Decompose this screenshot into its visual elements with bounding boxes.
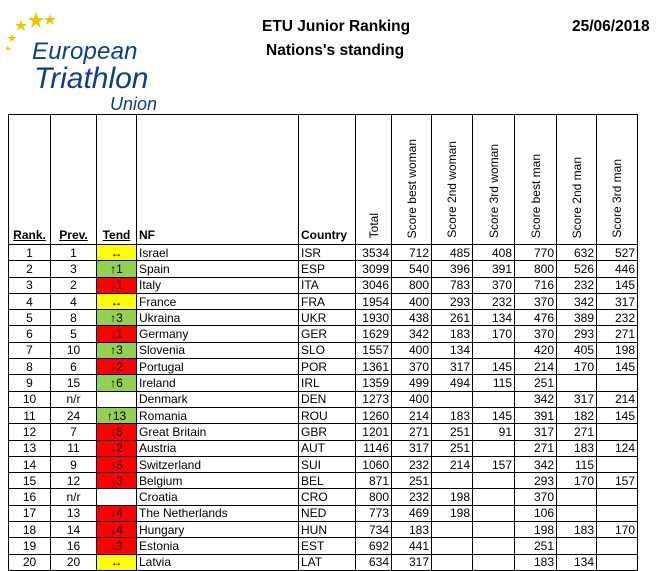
prev-cell: 2 xyxy=(51,277,97,293)
table-row xyxy=(9,375,638,391)
country-code: CRO xyxy=(299,489,356,505)
col-header-country: Country xyxy=(299,115,356,245)
table-row xyxy=(9,261,638,277)
total-score: 634 xyxy=(356,554,392,570)
rank-cell: 14 xyxy=(9,456,51,472)
prev-cell: n/r xyxy=(51,489,97,505)
total-score: 871 xyxy=(356,473,392,489)
country-code: IRL xyxy=(299,375,356,391)
score-2nd-man xyxy=(557,489,597,505)
score-2nd-woman: 183 xyxy=(432,407,473,423)
score-3rd-man xyxy=(597,489,638,505)
col-header-nf: NF xyxy=(137,115,299,245)
score-best-man: 476 xyxy=(515,310,557,326)
country-code: FRA xyxy=(299,293,356,309)
total-score: 1361 xyxy=(356,359,392,375)
score-best-man: 370 xyxy=(515,293,557,309)
score-3rd-woman xyxy=(473,342,515,358)
score-3rd-man xyxy=(597,424,638,440)
score-best-man: 251 xyxy=(515,375,557,391)
score-3rd-woman: 408 xyxy=(473,245,515,261)
score-2nd-woman: 198 xyxy=(432,505,473,521)
rank-cell: 7 xyxy=(9,342,51,358)
tend-cell: ↓2 xyxy=(97,359,137,375)
score-2nd-woman: 317 xyxy=(432,359,473,375)
score-best-man: 198 xyxy=(515,522,557,538)
total-score: 1954 xyxy=(356,293,392,309)
country-code: HUN xyxy=(299,522,356,538)
tend-cell: ↔ xyxy=(97,293,137,309)
nation-name: Israel xyxy=(137,245,299,261)
score-2nd-man: 182 xyxy=(557,407,597,423)
col-header-best-man: Score best man xyxy=(515,115,557,245)
score-2nd-woman: 396 xyxy=(432,261,473,277)
score-best-woman: 251 xyxy=(392,473,432,489)
table-row xyxy=(9,245,638,261)
rank-cell: 3 xyxy=(9,277,51,293)
score-best-woman: 342 xyxy=(392,326,432,342)
score-3rd-man xyxy=(597,538,638,554)
score-3rd-man: 317 xyxy=(597,293,638,309)
nation-name: Italy xyxy=(137,277,299,293)
score-3rd-man: 271 xyxy=(597,326,638,342)
table-row xyxy=(9,359,638,375)
tend-cell: ↓3 xyxy=(97,473,137,489)
score-3rd-woman: 232 xyxy=(473,293,515,309)
score-3rd-woman: 391 xyxy=(473,261,515,277)
rank-cell: 20 xyxy=(9,554,51,570)
col-header-2nd-man: Score 2nd man xyxy=(557,115,597,245)
rank-cell: 12 xyxy=(9,424,51,440)
score-2nd-man: 183 xyxy=(557,440,597,456)
tend-cell xyxy=(97,489,137,505)
score-best-woman: 271 xyxy=(392,424,432,440)
score-3rd-woman: 134 xyxy=(473,310,515,326)
logo-line-union: Union xyxy=(110,94,158,114)
rank-cell: 2 xyxy=(9,261,51,277)
tend-cell: ↑3 xyxy=(97,310,137,326)
total-score: 3046 xyxy=(356,277,392,293)
prev-cell: 16 xyxy=(51,538,97,554)
rank-cell: 10 xyxy=(9,391,51,407)
country-code: ITA xyxy=(299,277,356,293)
score-2nd-woman xyxy=(432,554,473,570)
tend-cell: ↓5 xyxy=(97,456,137,472)
nation-name: The Netherlands xyxy=(137,505,299,521)
country-code: EST xyxy=(299,538,356,554)
score-3rd-man xyxy=(597,505,638,521)
col-header-3rd-man: Score 3rd man xyxy=(597,115,638,245)
score-best-woman: 499 xyxy=(392,375,432,391)
score-3rd-man: 198 xyxy=(597,342,638,358)
prev-cell: 13 xyxy=(51,505,97,521)
table-row xyxy=(9,277,638,293)
score-3rd-woman xyxy=(473,522,515,538)
score-2nd-woman xyxy=(432,522,473,538)
score-best-man: 183 xyxy=(515,554,557,570)
country-code: ISR xyxy=(299,245,356,261)
score-best-man: 251 xyxy=(515,538,557,554)
col-header-3rd-woman: Score 3rd woman xyxy=(473,115,515,245)
country-code: GBR xyxy=(299,424,356,440)
prev-cell: 3 xyxy=(51,261,97,277)
score-best-man: 420 xyxy=(515,342,557,358)
score-3rd-man xyxy=(597,456,638,472)
nation-name: Belgium xyxy=(137,473,299,489)
col-header-tend: Tend xyxy=(97,115,137,245)
score-2nd-man: 405 xyxy=(557,342,597,358)
nation-name: Latvia xyxy=(137,554,299,570)
country-code: ESP xyxy=(299,261,356,277)
rank-cell: 15 xyxy=(9,473,51,489)
table-row xyxy=(9,489,638,505)
nation-name: Hungary xyxy=(137,522,299,538)
nation-name: Slovenia xyxy=(137,342,299,358)
score-best-woman: 232 xyxy=(392,489,432,505)
prev-cell: 24 xyxy=(51,407,97,423)
score-best-man: 317 xyxy=(515,424,557,440)
score-2nd-man: 170 xyxy=(557,473,597,489)
score-best-woman: 317 xyxy=(392,440,432,456)
logo-line-european: European xyxy=(32,38,138,65)
tend-cell: ↑3 xyxy=(97,342,137,358)
score-2nd-man: 170 xyxy=(557,359,597,375)
score-3rd-woman: 145 xyxy=(473,407,515,423)
col-header-prev: Prev. xyxy=(51,115,97,245)
total-score: 1359 xyxy=(356,375,392,391)
tend-cell: ↓2 xyxy=(97,440,137,456)
table-row xyxy=(9,456,638,472)
score-best-man: 342 xyxy=(515,456,557,472)
nation-name: Ukraina xyxy=(137,310,299,326)
score-3rd-woman xyxy=(473,538,515,554)
nation-name: Switzerland xyxy=(137,456,299,472)
score-2nd-woman: 261 xyxy=(432,310,473,326)
score-3rd-man xyxy=(597,375,638,391)
score-best-woman: 400 xyxy=(392,391,432,407)
country-code: GER xyxy=(299,326,356,342)
score-best-woman: 183 xyxy=(392,522,432,538)
table-row xyxy=(9,326,638,342)
score-best-woman: 400 xyxy=(392,342,432,358)
rank-cell: 1 xyxy=(9,245,51,261)
score-best-man: 716 xyxy=(515,277,557,293)
col-header-2nd-woman: Score 2nd woman xyxy=(432,115,473,245)
prev-cell: 20 xyxy=(51,554,97,570)
score-3rd-man: 145 xyxy=(597,277,638,293)
rank-cell: 5 xyxy=(9,310,51,326)
tend-cell: ↓1 xyxy=(97,277,137,293)
table-row xyxy=(9,473,638,489)
prev-cell: 6 xyxy=(51,359,97,375)
tend-cell: ↓1 xyxy=(97,326,137,342)
score-3rd-woman xyxy=(473,391,515,407)
table-row xyxy=(9,538,638,554)
score-2nd-woman: 485 xyxy=(432,245,473,261)
table-row xyxy=(9,554,638,570)
score-best-man: 370 xyxy=(515,326,557,342)
total-score: 773 xyxy=(356,505,392,521)
total-score: 692 xyxy=(356,538,392,554)
score-2nd-woman: 183 xyxy=(432,326,473,342)
score-2nd-man: 271 xyxy=(557,424,597,440)
score-2nd-man: 342 xyxy=(557,293,597,309)
country-code: NED xyxy=(299,505,356,521)
total-score: 1260 xyxy=(356,407,392,423)
prev-cell: 11 xyxy=(51,440,97,456)
rank-cell: 17 xyxy=(9,505,51,521)
nation-name: France xyxy=(137,293,299,309)
score-best-woman: 712 xyxy=(392,245,432,261)
total-score: 1557 xyxy=(356,342,392,358)
total-score: 3534 xyxy=(356,245,392,261)
col-header-best-woman: Score best woman xyxy=(392,115,432,245)
total-score: 1273 xyxy=(356,391,392,407)
score-best-woman: 400 xyxy=(392,293,432,309)
score-best-man: 391 xyxy=(515,407,557,423)
rank-cell: 19 xyxy=(9,538,51,554)
nation-name: Germany xyxy=(137,326,299,342)
score-3rd-man: 170 xyxy=(597,522,638,538)
page-subtitle: Nations's standing xyxy=(266,42,405,59)
total-score: 734 xyxy=(356,522,392,538)
score-3rd-woman xyxy=(473,440,515,456)
score-2nd-man: 183 xyxy=(557,522,597,538)
prev-cell: 7 xyxy=(51,424,97,440)
score-best-woman: 800 xyxy=(392,277,432,293)
header-row xyxy=(9,115,638,245)
score-2nd-man xyxy=(557,375,597,391)
prev-cell: 8 xyxy=(51,310,97,326)
country-code: POR xyxy=(299,359,356,375)
score-2nd-man: 632 xyxy=(557,245,597,261)
tend-cell: ↑6 xyxy=(97,375,137,391)
score-best-man: 770 xyxy=(515,245,557,261)
score-2nd-man: 526 xyxy=(557,261,597,277)
score-3rd-man xyxy=(597,554,638,570)
total-score: 1930 xyxy=(356,310,392,326)
rank-cell: 8 xyxy=(9,359,51,375)
table-row xyxy=(9,407,638,423)
score-2nd-woman: 494 xyxy=(432,375,473,391)
country-code: SLO xyxy=(299,342,356,358)
score-2nd-woman: 783 xyxy=(432,277,473,293)
score-3rd-woman xyxy=(473,489,515,505)
country-code: DEN xyxy=(299,391,356,407)
score-2nd-man: 232 xyxy=(557,277,597,293)
nation-name: Austria xyxy=(137,440,299,456)
nation-name: Spain xyxy=(137,261,299,277)
tend-cell: ↔ xyxy=(97,245,137,261)
nation-name: Denmark xyxy=(137,391,299,407)
table-row xyxy=(9,424,638,440)
score-3rd-man: 446 xyxy=(597,261,638,277)
score-best-man: 800 xyxy=(515,261,557,277)
rank-cell: 11 xyxy=(9,407,51,423)
prev-cell: 1 xyxy=(51,245,97,261)
table-row xyxy=(9,293,638,309)
total-score: 1146 xyxy=(356,440,392,456)
score-best-woman: 540 xyxy=(392,261,432,277)
nation-name: Great Britain xyxy=(137,424,299,440)
table-row xyxy=(9,391,638,407)
score-best-woman: 469 xyxy=(392,505,432,521)
total-score: 800 xyxy=(356,489,392,505)
table-row xyxy=(9,440,638,456)
score-2nd-woman: 251 xyxy=(432,440,473,456)
score-best-woman: 317 xyxy=(392,554,432,570)
nation-name: Estonia xyxy=(137,538,299,554)
nation-name: Croatia xyxy=(137,489,299,505)
score-best-man: 106 xyxy=(515,505,557,521)
total-score: 1629 xyxy=(356,326,392,342)
score-best-man: 214 xyxy=(515,359,557,375)
total-score: 1201 xyxy=(356,424,392,440)
nation-name: Romania xyxy=(137,407,299,423)
score-3rd-man: 145 xyxy=(597,407,638,423)
score-3rd-woman: 91 xyxy=(473,424,515,440)
tend-cell: ↓3 xyxy=(97,538,137,554)
score-2nd-woman: 251 xyxy=(432,424,473,440)
tend-cell: ↔ xyxy=(97,554,137,570)
score-3rd-woman: 145 xyxy=(473,359,515,375)
tend-cell: ↑1 xyxy=(97,261,137,277)
rank-cell: 4 xyxy=(9,293,51,309)
score-2nd-woman xyxy=(432,538,473,554)
score-2nd-woman: 198 xyxy=(432,489,473,505)
rank-cell: 18 xyxy=(9,522,51,538)
rank-cell: 13 xyxy=(9,440,51,456)
score-2nd-woman xyxy=(432,391,473,407)
score-2nd-woman: 214 xyxy=(432,456,473,472)
prev-cell: 4 xyxy=(51,293,97,309)
prev-cell: n/r xyxy=(51,391,97,407)
rank-cell: 6 xyxy=(9,326,51,342)
tend-cell: ↓4 xyxy=(97,522,137,538)
score-2nd-man: 134 xyxy=(557,554,597,570)
score-3rd-man: 527 xyxy=(597,245,638,261)
score-2nd-woman xyxy=(432,473,473,489)
rank-cell: 16 xyxy=(9,489,51,505)
score-best-woman: 441 xyxy=(392,538,432,554)
col-header-total: Total xyxy=(356,115,392,245)
score-3rd-woman xyxy=(473,505,515,521)
score-best-woman: 370 xyxy=(392,359,432,375)
country-code: SUI xyxy=(299,456,356,472)
col-header-rank: Rank. xyxy=(9,115,51,245)
score-2nd-man: 389 xyxy=(557,310,597,326)
tend-cell: ↓4 xyxy=(97,505,137,521)
country-code: LAT xyxy=(299,554,356,570)
prev-cell: 5 xyxy=(51,326,97,342)
country-code: UKR xyxy=(299,310,356,326)
score-3rd-woman xyxy=(473,473,515,489)
score-3rd-man: 124 xyxy=(597,440,638,456)
prev-cell: 10 xyxy=(51,342,97,358)
score-best-woman: 438 xyxy=(392,310,432,326)
prev-cell: 14 xyxy=(51,522,97,538)
country-code: ROU xyxy=(299,407,356,423)
score-3rd-man: 157 xyxy=(597,473,638,489)
score-3rd-woman: 157 xyxy=(473,456,515,472)
prev-cell: 12 xyxy=(51,473,97,489)
score-2nd-woman: 134 xyxy=(432,342,473,358)
score-3rd-woman: 115 xyxy=(473,375,515,391)
tend-cell: ↓5 xyxy=(97,424,137,440)
score-best-man: 271 xyxy=(515,440,557,456)
score-3rd-woman: 170 xyxy=(473,326,515,342)
etu-logo xyxy=(6,10,196,114)
score-2nd-man: 115 xyxy=(557,456,597,472)
nation-name: Portugal xyxy=(137,359,299,375)
ranking-date: 25/06/2018 xyxy=(572,18,650,35)
tend-cell xyxy=(97,391,137,407)
score-3rd-woman xyxy=(473,554,515,570)
prev-cell: 15 xyxy=(51,375,97,391)
score-2nd-woman: 293 xyxy=(432,293,473,309)
score-best-man: 342 xyxy=(515,391,557,407)
score-3rd-man: 232 xyxy=(597,310,638,326)
score-2nd-man xyxy=(557,505,597,521)
score-3rd-woman: 370 xyxy=(473,277,515,293)
score-2nd-man: 317 xyxy=(557,391,597,407)
tend-cell: ↑13 xyxy=(97,407,137,423)
score-2nd-man: 293 xyxy=(557,326,597,342)
table-row xyxy=(9,505,638,521)
score-3rd-man: 145 xyxy=(597,359,638,375)
score-3rd-man: 214 xyxy=(597,391,638,407)
score-best-man: 370 xyxy=(515,489,557,505)
score-best-woman: 232 xyxy=(392,456,432,472)
score-2nd-man xyxy=(557,538,597,554)
country-code: BEL xyxy=(299,473,356,489)
country-code: AUT xyxy=(299,440,356,456)
total-score: 1060 xyxy=(356,456,392,472)
table-row xyxy=(9,522,638,538)
logo-line-triathlon: Triathlon xyxy=(34,62,149,95)
score-best-man: 293 xyxy=(515,473,557,489)
table-row xyxy=(9,310,638,326)
prev-cell: 9 xyxy=(51,456,97,472)
total-score: 3099 xyxy=(356,261,392,277)
score-best-woman: 214 xyxy=(392,407,432,423)
ranking-table xyxy=(8,114,638,571)
nation-name: Ireland xyxy=(137,375,299,391)
table-row xyxy=(9,342,638,358)
rank-cell: 9 xyxy=(9,375,51,391)
page-title: ETU Junior Ranking xyxy=(262,18,411,35)
